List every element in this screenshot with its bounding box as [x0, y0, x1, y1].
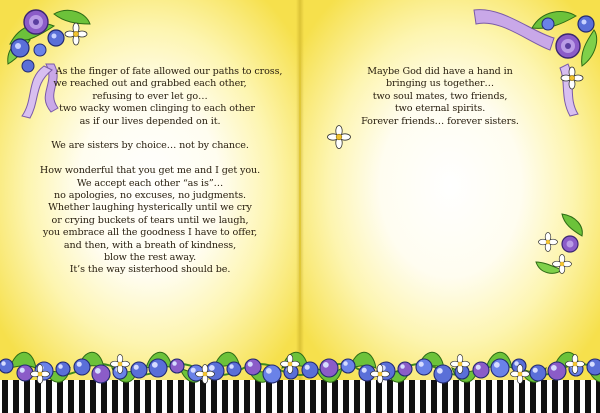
berry-icon	[227, 362, 241, 376]
stripe	[486, 380, 492, 413]
stripe	[398, 380, 404, 413]
stripe	[332, 380, 338, 413]
poem-line: and then, with a breath of kindness,	[63, 239, 237, 251]
stripe	[189, 380, 195, 413]
stripe	[2, 380, 8, 413]
berry-highlight	[362, 368, 367, 373]
poem-line: two eternal spirits.	[394, 103, 486, 115]
stripe	[409, 380, 415, 413]
poem-line: as if our lives depended on it.	[79, 115, 221, 127]
stripe	[68, 380, 74, 413]
berry-icon	[341, 359, 355, 373]
stripe	[200, 380, 206, 413]
poem-line: blow the rest away.	[103, 252, 197, 264]
stripe	[244, 380, 250, 413]
poem-line: bringing us together…	[386, 78, 494, 90]
poem-line: Whether laughing hysterically until we cry	[48, 202, 252, 214]
stripe	[156, 380, 162, 413]
stripe	[552, 380, 558, 413]
berry-icon	[245, 359, 261, 375]
poem-line: We are sisters by choice… not by chance.	[51, 140, 249, 152]
stripe	[288, 380, 294, 413]
berry-icon	[56, 362, 70, 376]
stripe	[13, 380, 19, 413]
berry-icon	[587, 359, 600, 375]
poem-line: no apologies, no excuses, no judgments.	[54, 190, 246, 202]
stripe	[530, 380, 536, 413]
stripe	[134, 380, 140, 413]
berry-highlight	[248, 362, 253, 367]
berry-icon	[416, 359, 432, 375]
berry-highlight	[134, 365, 139, 370]
berry-highlight	[343, 361, 347, 365]
stripe	[24, 380, 30, 413]
stripe	[266, 380, 272, 413]
daisy-icon	[458, 362, 463, 367]
berry-highlight	[191, 368, 196, 373]
stripe	[464, 380, 470, 413]
berry-highlight	[476, 365, 481, 370]
berry-icon	[548, 362, 566, 380]
berry-icon	[320, 359, 338, 377]
poem-line: we reached out and grabbed each other,	[53, 78, 247, 90]
berry-icon	[434, 365, 452, 383]
poem-line: two wacky women clinging to each other	[59, 103, 255, 115]
berry-icon	[149, 359, 167, 377]
stripe	[596, 380, 600, 413]
stripe	[211, 380, 217, 413]
stripe	[145, 380, 151, 413]
berry-icon	[263, 365, 281, 383]
stripe	[101, 380, 107, 413]
berry-icon	[398, 362, 412, 376]
berry-highlight	[266, 368, 272, 374]
poem-line: We accept each other “as is”…	[76, 177, 224, 189]
poem-line: refusing to ever let go…	[92, 90, 208, 102]
stripe	[46, 380, 52, 413]
stripe	[365, 380, 371, 413]
berry-highlight	[77, 362, 82, 367]
stripe	[508, 380, 514, 413]
berry-icon	[302, 362, 318, 378]
left-page-poem	[14, 66, 286, 277]
poem-line: As the finger of fate allowed our paths to cross,	[55, 66, 283, 77]
stripe	[310, 380, 316, 413]
stripe	[442, 380, 448, 413]
stripe	[431, 380, 437, 413]
berry-highlight	[494, 362, 500, 368]
poem-line: or crying buckets of tears until we laugh,	[51, 214, 249, 226]
poem-line: Forever friends… forever sisters.	[361, 115, 519, 127]
berry-highlight	[400, 364, 404, 368]
berry-highlight	[58, 364, 62, 368]
poem-line: How wonderful that you get me and I get you.	[39, 165, 261, 177]
berry-icon	[170, 359, 184, 373]
berry-icon	[0, 359, 13, 373]
stripe	[112, 380, 118, 413]
berry-highlight	[172, 361, 176, 365]
berry-icon	[131, 362, 147, 378]
stripe	[574, 380, 580, 413]
stripe	[376, 380, 382, 413]
flower-corner-icon	[532, 212, 588, 278]
stripe	[222, 380, 228, 413]
poem-line: Maybe God did have a hand in	[367, 66, 513, 77]
stripe	[299, 380, 305, 413]
daisy-icon	[38, 372, 43, 377]
stripe	[475, 380, 481, 413]
daisy-icon	[573, 362, 578, 367]
stripe	[255, 380, 261, 413]
berry-highlight	[95, 368, 101, 374]
berry-icon	[491, 359, 509, 377]
daisy-icon	[518, 372, 523, 377]
stripe	[178, 380, 184, 413]
stripe	[343, 380, 349, 413]
stripe	[57, 380, 63, 413]
stripe	[90, 380, 96, 413]
berry-highlight	[1, 361, 5, 365]
stripe	[519, 380, 525, 413]
stripe	[585, 380, 591, 413]
floral-border	[0, 330, 600, 413]
berry-highlight	[209, 365, 215, 371]
stripe	[563, 380, 569, 413]
daisy-icon	[378, 372, 383, 377]
berry-highlight	[533, 368, 538, 373]
stripe	[167, 380, 173, 413]
berry-highlight	[229, 364, 233, 368]
stripe	[35, 380, 41, 413]
stripe	[497, 380, 503, 413]
stripe	[387, 380, 393, 413]
daisy-icon	[288, 362, 293, 367]
stripe	[123, 380, 129, 413]
berry-highlight	[590, 362, 595, 367]
poem-line: two soul mates, two friends,	[372, 90, 508, 102]
stripe	[277, 380, 283, 413]
berry-highlight	[323, 362, 329, 368]
berry-highlight	[305, 365, 310, 370]
right-page-poem	[320, 66, 560, 128]
daisy-icon	[203, 372, 208, 377]
berry-highlight	[551, 365, 557, 371]
stripe	[354, 380, 360, 413]
berry-highlight	[437, 368, 443, 374]
berry-highlight	[419, 362, 424, 367]
daisy-icon	[118, 362, 123, 367]
berry-highlight	[152, 362, 158, 368]
berry-icon	[473, 362, 489, 378]
stripe	[453, 380, 459, 413]
berry-icon	[74, 359, 90, 375]
berry-highlight	[20, 368, 25, 373]
stripe	[541, 380, 547, 413]
poem-line: you embrace all the goodness I have to offer,	[42, 227, 258, 239]
berry-icon	[92, 365, 110, 383]
berry-icon	[530, 365, 546, 381]
stripe	[420, 380, 426, 413]
stripe	[233, 380, 239, 413]
poem-line: It’s the way sisterhood should be.	[69, 264, 231, 276]
stripe	[321, 380, 327, 413]
stripe	[79, 380, 85, 413]
